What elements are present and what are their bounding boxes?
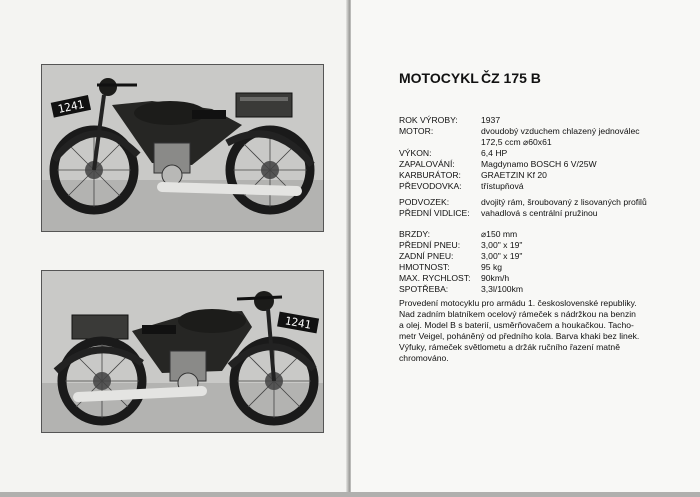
spec-value: Magdynamo BOSCH 6 V/25W [481,159,597,169]
title-model-label: MOTOCYKL [399,70,479,86]
spec-value: 1937 [481,115,501,125]
spec-label: VÝKON: [399,148,432,158]
spec-label: SPOTŘEBA: [399,284,449,294]
spec-value: 172,5 ccm ⌀60x61 [481,137,552,147]
spec-label: PŘEVODOVKA: [399,181,462,191]
spec-label: MOTOR: [399,126,434,136]
spec-value: 3,3l/100km [481,284,524,294]
description-paragraph [399,298,649,364]
motorcycle-photo-left-side [41,270,324,433]
spec-label: KARBURÁTOR: [399,170,461,180]
spec-label: ROK VÝROBY: [399,115,458,125]
plate-text: 1241 [283,314,313,332]
spec-label: ZAPALOVÁNÍ: [399,159,455,169]
description-line: chromováno. [399,353,449,363]
spec-value: ⌀150 mm [481,229,518,239]
spec-label: ZADNÍ PNEU: [399,251,454,261]
spec-value: 3,00" x 19" [481,240,523,250]
title-model-name: ČZ 175 B [481,70,541,86]
spec-value: dvojitý rám, šroubovaný z lisovaných profilů [481,197,647,207]
left-page [0,0,349,497]
spec-label: HMOTNOST: [399,262,450,272]
spec-value: vahadlová s centrální pružinou [481,208,598,218]
spec-value: dvoudobý vzduchem chlazený jednoválec [481,126,640,136]
spec-value: 6,4 HP [481,148,508,158]
spec-value: GRAETZIN Kf 20 [481,170,547,180]
motorcycle-photo-right-side [41,64,324,232]
page-bottom-edge [0,492,700,497]
spec-label: PŘEDNÍ PNEU: [399,240,461,250]
spec-value: 3,00" x 19" [481,251,523,261]
description-line: Provedení motocyklu pro armádu 1. československé republiky. [399,298,637,308]
spec-label: PODVOZEK: [399,197,450,207]
spec-value: třístupňová [481,181,524,191]
spec-label: MAX. RYCHLOST: [399,273,471,283]
description-line: Nad zadním blatníkem ocelový rámeček s nádržkou na benzin [399,309,636,319]
description-line: Výfuky, rámeček světlometu a držák ručního řazení matně [399,342,620,352]
spec-label: BRZDY: [399,229,431,239]
description-line: a olej. Model B s baterií, usměrňovačem a houkačkou. Tacho- [399,320,634,330]
spec-label: PŘEDNÍ VIDLICE: [399,208,470,218]
spec-value: 90km/h [481,273,510,283]
description-line: metr Veigel, poháněný od předního kola. Barva khaki bez linek. [399,331,640,341]
plate-text: 1241 [56,97,86,116]
spec-value: 95 kg [481,262,503,272]
